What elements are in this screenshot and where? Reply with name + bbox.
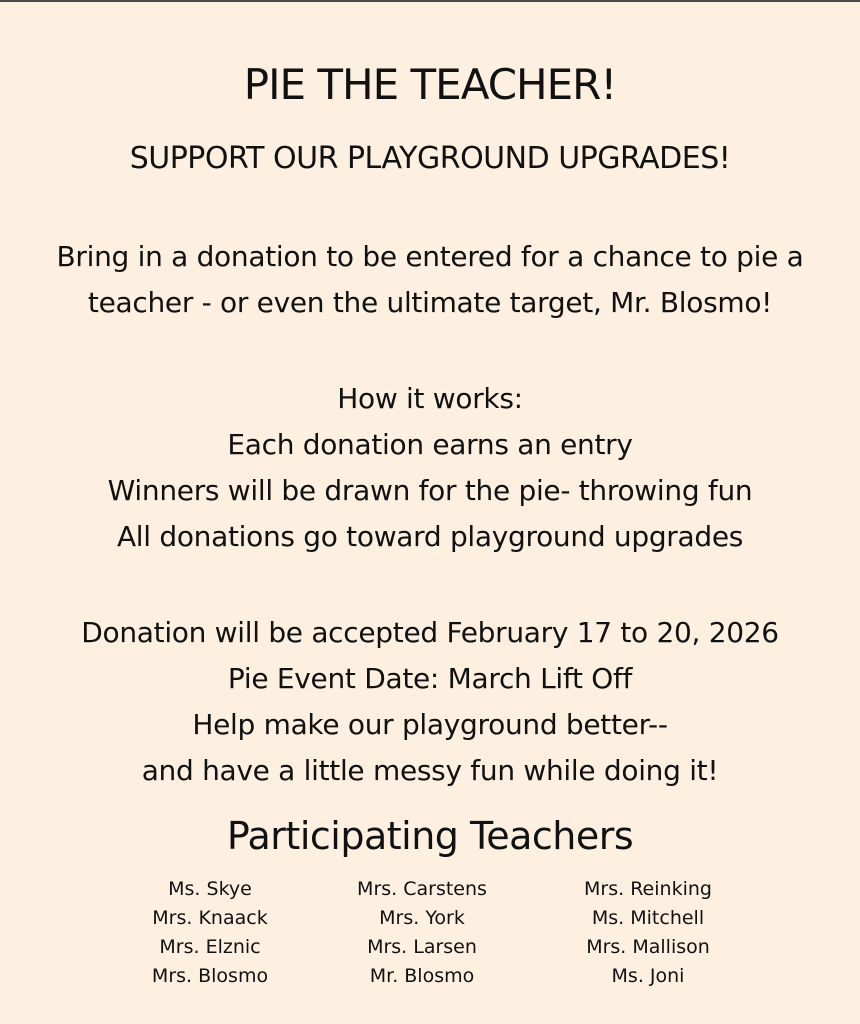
how-it-works-item: All donations go toward playground upgrades bbox=[116, 520, 744, 553]
teacher-name: Mrs. Mallison bbox=[586, 936, 710, 958]
teacher-name: Mrs. Elznic bbox=[159, 936, 261, 958]
teacher-name: Mrs. Larsen bbox=[367, 936, 477, 958]
teachers-column bbox=[302, 875, 542, 991]
teacher-name: Ms. Joni bbox=[611, 965, 685, 987]
details-line: Help make our playground better-- bbox=[192, 708, 668, 741]
teachers-column bbox=[90, 875, 330, 991]
teacher-name: Mrs. Carstens bbox=[357, 878, 487, 900]
teacher-name: Ms. Mitchell bbox=[591, 907, 705, 929]
details-line: Pie Event Date: March Lift Off bbox=[227, 662, 633, 695]
details-line: and have a little messy fun while doing it! bbox=[141, 754, 719, 787]
how-it-works-heading: How it works: bbox=[337, 382, 523, 415]
teacher-name: Mrs. Reinking bbox=[584, 878, 712, 900]
teacher-name: Mrs. Blosmo bbox=[151, 965, 269, 987]
intro-line: teacher - or even the ultimate target, Mr. Blosmo! bbox=[87, 286, 773, 319]
how-it-works-item: Each donation earns an entry bbox=[227, 428, 633, 461]
teachers-heading: Participating Teachers bbox=[226, 814, 634, 858]
intro-line: Bring in a donation to be entered for a chance to pie a bbox=[56, 240, 804, 273]
teachers-column bbox=[528, 875, 768, 991]
teacher-name: Ms. Skye bbox=[168, 878, 252, 900]
how-it-works-item: Winners will be drawn for the pie- throwing fun bbox=[107, 474, 753, 507]
details-line: Donation will be accepted February 17 to 20, 2026 bbox=[81, 616, 779, 649]
flyer-subtitle: SUPPORT OUR PLAYGROUND UPGRADES! bbox=[129, 141, 731, 176]
teacher-name: Mrs. Knaack bbox=[152, 907, 268, 929]
flyer-title: PIE THE TEACHER! bbox=[243, 60, 617, 109]
teacher-name: Mr. Blosmo bbox=[369, 965, 475, 987]
teacher-name: Mrs. York bbox=[379, 907, 465, 929]
teachers-list bbox=[0, 875, 860, 995]
